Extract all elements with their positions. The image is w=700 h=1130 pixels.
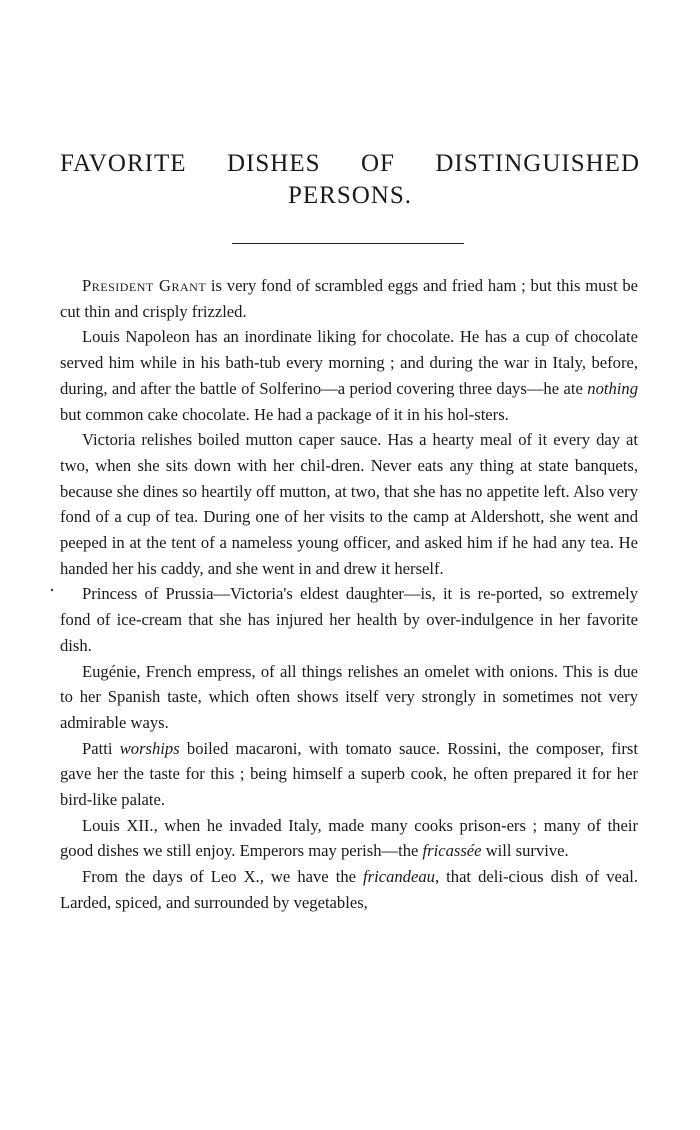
paragraph-text: will survive. bbox=[481, 841, 569, 861]
paragraph-eugenie bbox=[60, 659, 638, 736]
paragraph-text: Princess of Prussia—Victoria's eldest daughter—is, it is re-ported, so extremely fond of ice-cream that she has injured her health by over-indulgence in her favorite dish. bbox=[60, 584, 638, 655]
paragraph-louis-xii bbox=[60, 813, 638, 864]
paragraph-text: Eugénie, French empress, of all things relishes an omelet with onions. This is due to her Spanish taste, which often shows itself very strongly in sometimes not very admirable ways. bbox=[60, 661, 638, 732]
title-divider-rule bbox=[232, 243, 464, 244]
paragraph-emphasis: worships bbox=[119, 738, 180, 758]
paragraph-text: Louis Napoleon has an inordinate liking for chocolate. He has a cup of chocolate served him while in his bath-tub every morning ; and during the war in Italy, before, during, and after the battle of Solferino—a period covering three days—he ate bbox=[60, 327, 638, 398]
print-speck bbox=[50, 577, 54, 581]
paragraph-text: Louis XII., when he invaded Italy, made many cooks prison-ers ; many of their good dishes we still enjoy. Emperors may perish—the bbox=[60, 815, 638, 861]
paragraph-patti bbox=[60, 736, 638, 813]
article-body bbox=[60, 273, 638, 916]
paragraph-emphasis: fricandeau bbox=[363, 867, 435, 887]
paragraph-emphasis: nothing bbox=[587, 378, 638, 398]
paragraph-lead-smallcaps: President Grant bbox=[82, 276, 207, 295]
paragraph-napoleon bbox=[60, 324, 638, 427]
chapter-title-line-2: PERSONS. bbox=[287, 182, 412, 209]
paragraph-leo-x bbox=[60, 864, 638, 915]
paragraph-text: Victoria relishes boiled mutton caper sauce. Has a hearty meal of it every day at two, when she sits down with her chil-dren. Never eats any thing at state banquets, because she dines so heartily off mutton, at two, that she has no appetite left. Also very fond of a cup of tea. During one of her visits to the camp at Aldershott, she went and peeped in at the tent of a nameless young officer, and asked him if he had any tea. He handed her his caddy, and she went in and drew it herself. bbox=[60, 430, 638, 578]
chapter-title bbox=[60, 148, 640, 212]
paragraph-text: From the days of Leo X., we have the bbox=[82, 867, 364, 887]
paragraph-victoria bbox=[60, 427, 638, 581]
paragraph-princess-prussia bbox=[60, 581, 638, 658]
paragraph-text: but common cake chocolate. He had a package of it in his hol-sters. bbox=[60, 404, 509, 424]
paragraph-text: , that deli-cious dish of veal. Larded, spiced, and surrounded by vegetables, bbox=[60, 867, 638, 912]
paragraph-text: Patti bbox=[82, 738, 120, 758]
paragraph-text: is very fond of scrambled eggs and fried ham ; but this must be cut thin and crisply frizzled. bbox=[60, 276, 638, 321]
paragraph-text: boiled macaroni, with tomato sauce. Rossini, the composer, first gave her the taste for this ; being himself a superb cook, he often prepared it for her bird-like palate. bbox=[60, 738, 638, 810]
paragraph-emphasis: fricassée bbox=[422, 841, 482, 861]
chapter-title-line-1: FAVORITE DISHES OF DISTINGUISHED bbox=[60, 150, 640, 177]
paragraph-grant bbox=[60, 273, 638, 324]
